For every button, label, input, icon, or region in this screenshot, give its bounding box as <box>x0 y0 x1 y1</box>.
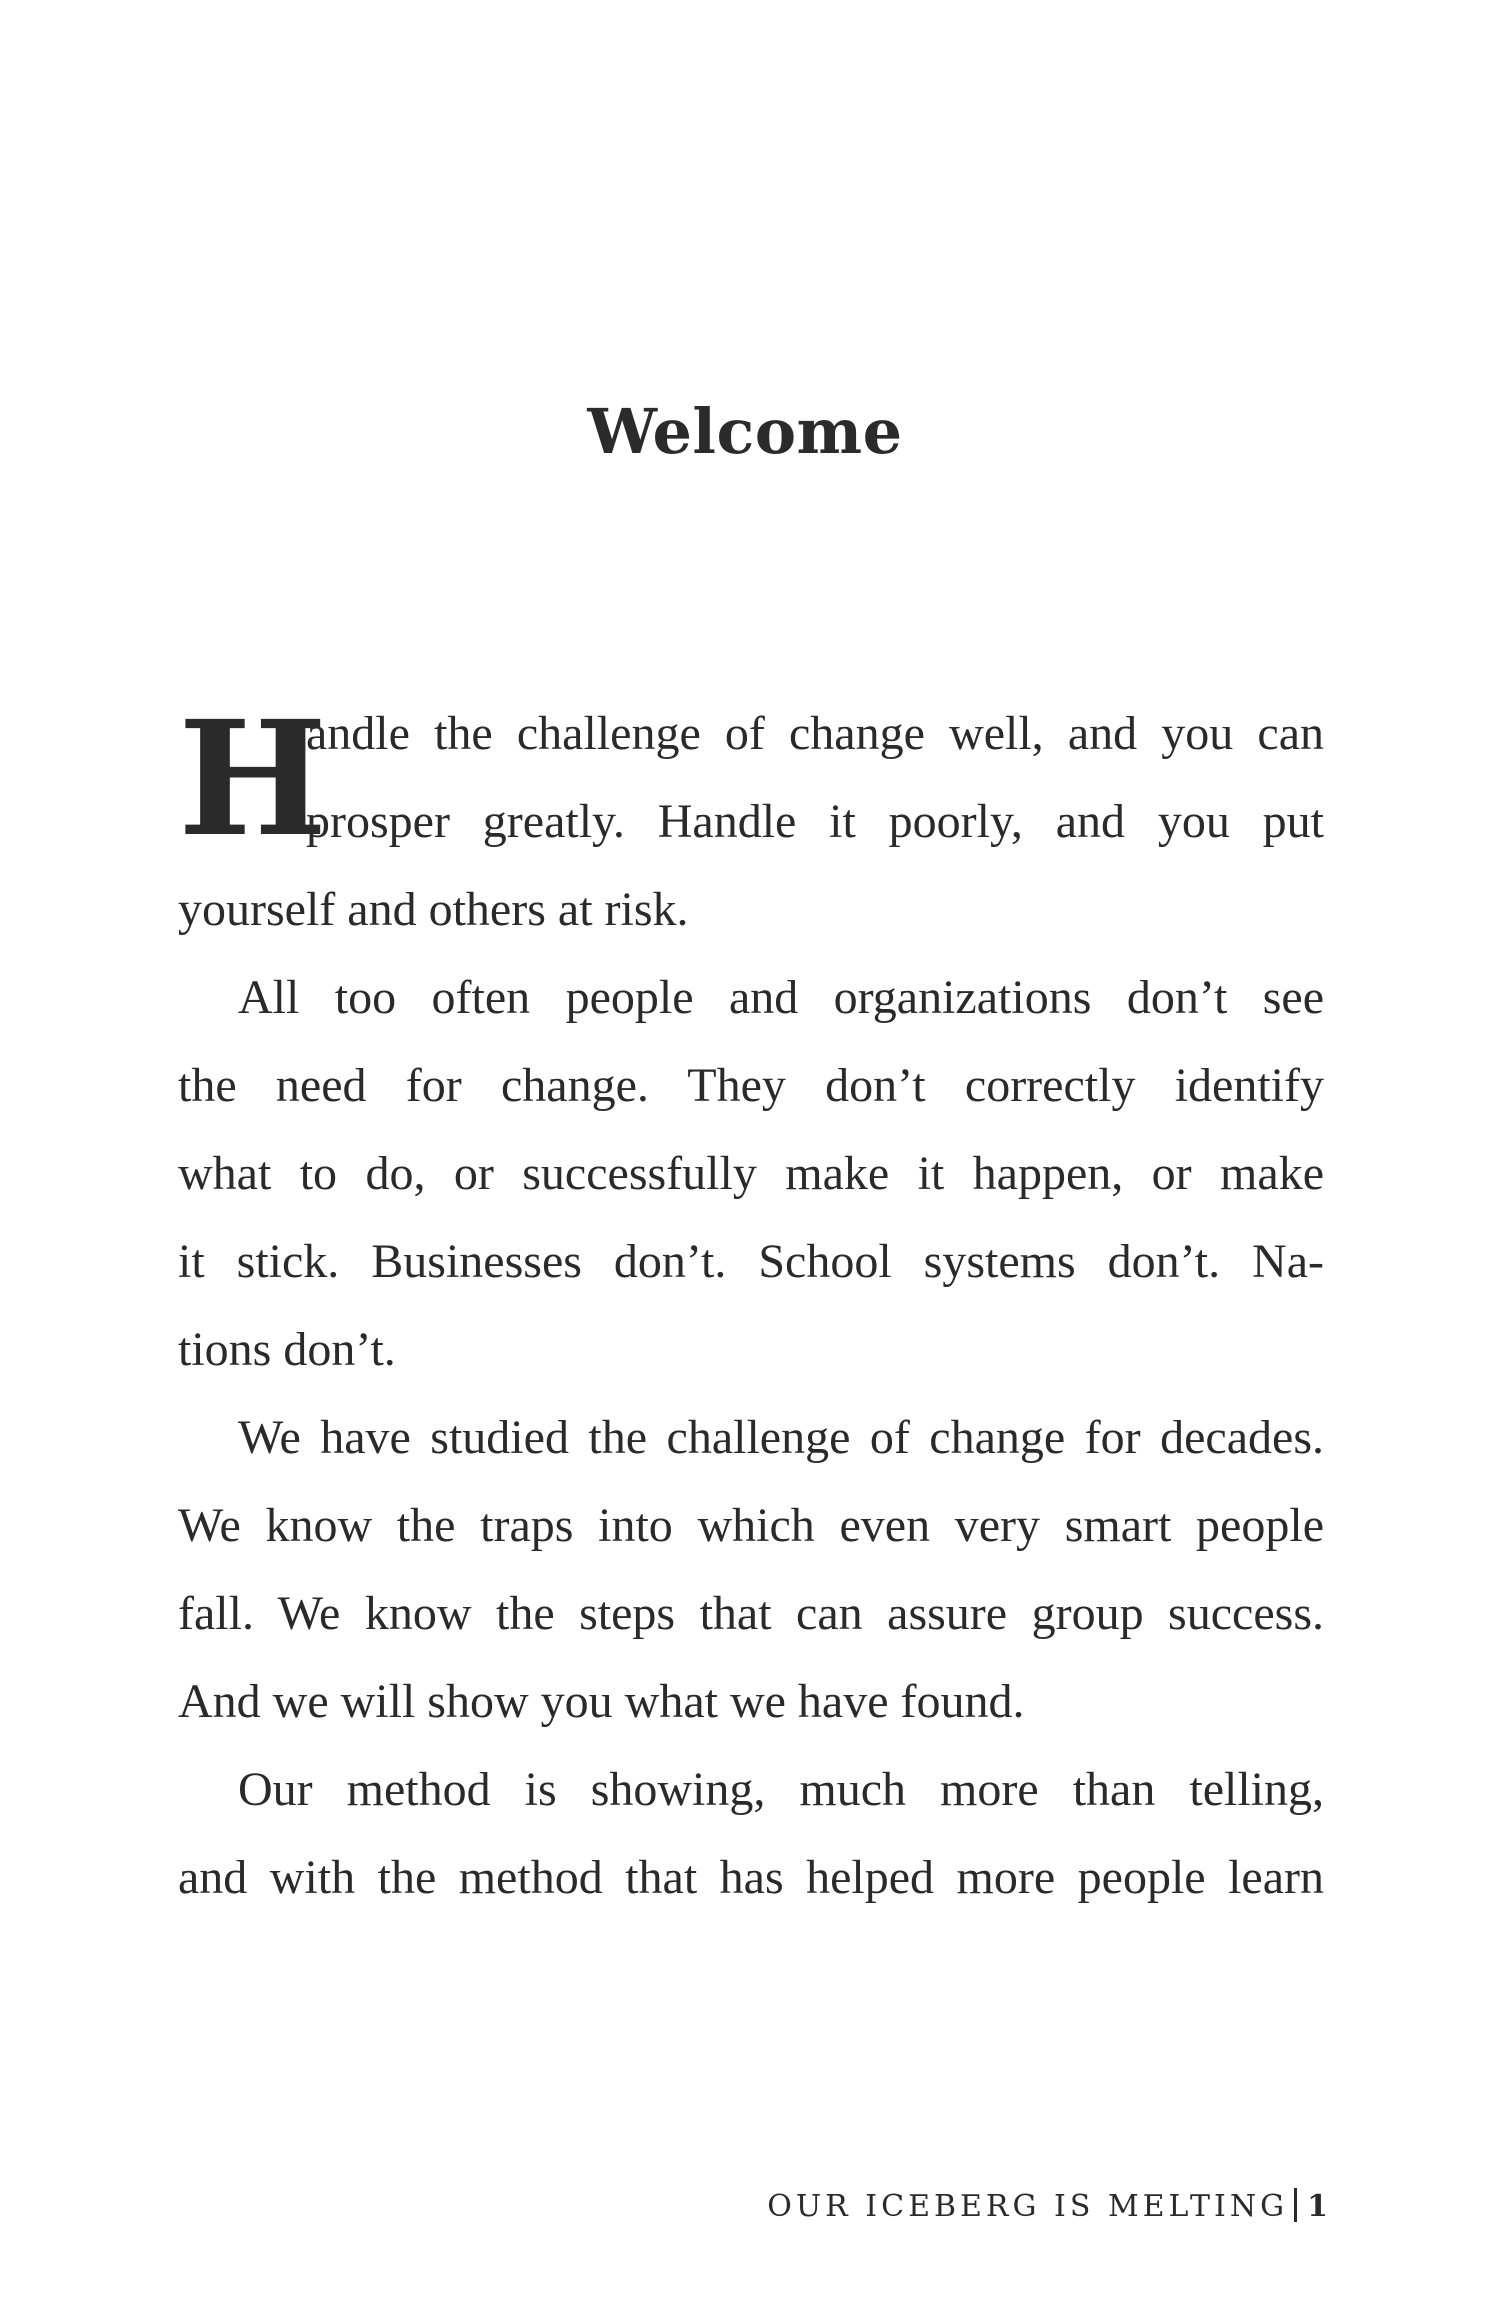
text-line: Our method is showing, much more than telling, <box>238 1763 1324 1816</box>
page-title: Welcome <box>587 395 903 468</box>
text-line: yourself and others at risk. <box>178 883 689 936</box>
text-line: and with the method that has helped more people learn <box>178 1851 1324 1904</box>
page-number: 1 <box>1307 2189 1328 2224</box>
drop-cap: H <box>178 687 328 872</box>
paragraph-2 <box>178 954 1324 1394</box>
text-line: it stick. Businesses don’t. School systems don’t. Na- <box>178 1235 1324 1288</box>
text-line: the need for change. They don’t correctly identify <box>178 1059 1324 1112</box>
text-line: fall. We know the steps that can assure group success. <box>178 1587 1324 1640</box>
text-line: We know the traps into which even very smart people <box>178 1499 1324 1552</box>
text-line: andle the challenge of change well, and you can <box>306 707 1324 760</box>
paragraph-3 <box>178 1394 1324 1746</box>
running-title: OUR ICEBERG IS MELTING <box>767 2189 1289 2224</box>
text-line: tions don’t. <box>178 1323 396 1376</box>
paragraph-4 <box>178 1746 1324 1922</box>
text-line: And we will show you what we have found. <box>178 1675 1025 1728</box>
text-line: what to do, or successfully make it happen, or make <box>178 1147 1324 1200</box>
text-line: prosper greatly. Handle it poorly, and you put <box>306 795 1324 848</box>
paragraph-1 <box>178 687 1324 954</box>
footer-separator <box>1294 2188 1297 2222</box>
page-footer <box>0 2188 1328 2224</box>
body-text <box>178 687 1324 1922</box>
text-line: All too often people and organizations don’t see <box>238 971 1324 1024</box>
text-line: We have studied the challenge of change for decades. <box>238 1411 1324 1464</box>
